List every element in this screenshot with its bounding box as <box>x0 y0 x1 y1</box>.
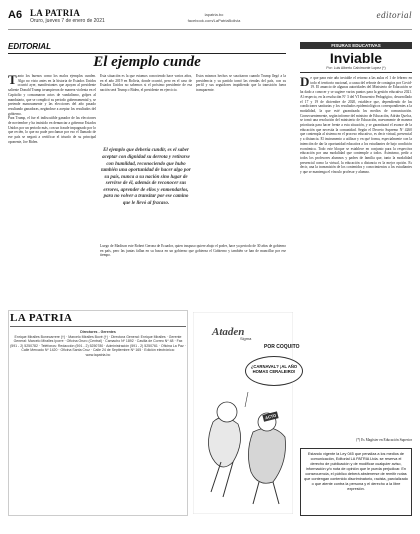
divider <box>10 326 186 327</box>
website-links <box>184 12 244 24</box>
opinion-body <box>300 76 412 436</box>
masthead-directory <box>10 330 186 510</box>
editorial-column-3 <box>196 74 286 242</box>
pull-quote-text: El ejemplo que debería cundir, es el saber aceptar con dignidad su derrota y retirarse con humildad, reconociendo que hubo también una oportunidad de hacer algo por su país, nunca a su nación sino lugar de servirse de él, además de reconocer sus errores, aprender de ellos y enmendarlos, para no volver a transitar por ese camino que le llevó al fracaso. <box>101 148 191 207</box>
opinion-footnote: (*) Es Magíster en Educación Superior <box>356 438 412 442</box>
speech-bubble-text: ¿CARNAVAL? ¡AL AÑO HOMAS CERALEIRO! <box>250 364 298 374</box>
opinion-section-label: FISURAS EDUCATIVAS <box>300 42 412 49</box>
paper-name: LA PATRIA <box>30 8 81 18</box>
editorial-column-2 <box>100 74 192 114</box>
editorial-text: Esta situación es la que estamos conociendo hace varios años, en el año 2019 en Bolivia, donde ocurrió, pero en el caso de Estados Unidos no sabemos si el próximo presidente de esa nación será Trump o Biden, el presidente en ejercicio. <box>100 74 192 93</box>
section-name: editorial <box>376 10 412 20</box>
directory-text: Enrique Miralles Bonecarrere (†) · Marcelo Miralles Bové (†) · Directora General: Enrique Miralles · Gerente General: Marcelo Miralles Iporre · Oficina Oruro (Central) · Camacho Nº 1892 · Casilla de Correo Nº 48 · Fax (591 - 2) 5250782 · Teléfonos: Redacción (591 - 2) 5250780 · Administración (591 - 2) 5250761 · Oficina La Paz · Calle Mercado Nº 1420 · Oficina Santa Cruz · Calle 24 de Septiembre Nº 165 · Edición electrónica: www.lapatria.bo <box>10 334 186 357</box>
opinion-dropcap: D <box>300 76 310 89</box>
cartoon-brand: Sigma <box>240 336 252 341</box>
directory-label: Directores - Gerentes <box>80 330 116 334</box>
editorial-dropcap: T <box>8 74 17 87</box>
editorial-text: Para Trump, el fue el indiscutible ganador de las elecciones de noviembre y ha insistido en denunciar a gobernar Estados Unidos por un periodo más, con un fraude impugnado por lo que recién, lo que no pude proclamar por eso el llamado de ese país se negará a certificar el triunfo de su principal oponente, Joe Biden. <box>8 116 96 144</box>
website-link[interactable]: lapatria.bo <box>204 12 224 17</box>
opinion-title: Inviable <box>329 50 383 66</box>
issue-date: Oruro, jueves 7 de enero de 2021 <box>30 18 105 24</box>
cartoon-signature: Ataden <box>212 326 245 338</box>
editorial-text: Estos mismos hechos se suscitaron cuando Trump llegó a la presidencia y su partido tomó las riendas del país, con su perfil y sus seguidores impidiendo que la transición fuera transparente. <box>196 74 286 93</box>
editorial-column-bottom <box>100 244 286 304</box>
page-header <box>8 8 412 30</box>
opinion-byline: Por: Luis Alberto Calvimonte Lopez (*) <box>300 66 412 73</box>
masthead-title: LA PATRIA <box>10 312 73 324</box>
cartoon-illustration <box>193 312 293 514</box>
cartoon-tag: ACTO <box>262 411 279 421</box>
editorial-label: EDITORIAL <box>8 42 286 54</box>
opinion-text: e que para este año inviable el retorno a las aulas el 1 de febrero en todo el territorio nacional, a causa del rebrote de contagios por Covid-19. El anuncio de algunas autoridades del Ministerio de Educación se ha dado a conocer y se sugiere varios puntos para la gestión educativa 2021. Al respecto, en la resolución Nº 3 del VI Encuentro Pedagógico, desarrollado el 17 y 19 de diciembre de 2020, establece que, dependiendo de las condiciones sanitarias y los resultados epidemiológicos correspondientes a la modalidad, la que esté garantizada los medios de comunicación. Consecuentemente, según informe del ministro de Educación, Adrián Quelca, se tomó una resolución del ministerio de Educación, nuevamente de manera prioritaria para hacer frente a esta situación, y se garantizará el avance de la educación que necesita la comunidad. Según el Decreto Supremo Nº 4260 que contempla al sistema en el proceso educativo, es decir virtual, presencial y a distancia. El instrumento a utilizar y en qué forma, especialmente con la intención de dar la oportunidad educativa a los estudiantes de bajo condición económica. Todo este bloque se establece en conjunto para la respectiva educación por una modalidad que contemple a todos. Asimismo, pedir a todos los profesores alumnos y padres de familia que, tanto la modalidad presencial como la virtual, la educación a distancia es la mejor opción. Es decir, una la transmisión de los contenidos y conocimientos a los estudiantes y que se mantenga el vínculo profesor y alumno. <box>300 76 412 175</box>
facebook-link[interactable]: facebook.com/LaPatriaBolivia <box>187 18 241 23</box>
editorial-pull-quote <box>100 115 192 241</box>
cartoon-credit: POR COQUITO <box>264 344 300 350</box>
legal-notice <box>300 448 412 516</box>
character-head <box>217 402 237 422</box>
editorial-column-1 <box>8 74 96 304</box>
speech-bubble <box>245 356 303 386</box>
editorial-title: El ejemplo cunde <box>93 54 201 70</box>
editorial-text: Luego de Madison este Robert Gerona de Ecuador, quien traspuso quiere abajo el poder, hace ya periodo de 30 años de gobierno en país, pero las juntas fallan en su busca en un gobierno que gobierna el Gobierno y también se han de mancillar por ese tiempo. <box>100 244 286 258</box>
page-number: A6 <box>8 9 23 21</box>
legal-notice-text: Estando vigente la Ley 045 que penaliza a los medios de comunicación, Editorial LA PATRIA Ltda. se reserva el derecho de publicación y de modificar cualquier aviso, información y/o nota de opinión que le pueda perjudicar. En consecuencia, el público deberá abstenerse de remitir notas que contengan contenido discriminatorio, racista, parcializado o que atente contra la persona y el derecho a la libre expresión. <box>304 452 408 491</box>
editorial-text: anto los buenos como los malos ejemplos cunden. Algo no visto antes en la historia de Estados Unidos ocurrió ayer, manifestantes que apoyan al presidente saliente Donald Trump irrumpieron de manera violenta en el Capitolio y consumaron actos de vandalismo, golpes al mandatario, que se complicó su periodo gubernamental y, se pretende manosamente y las elecciones del año pasado resultando ganadoras, negándose a aceptar los resultados del gobierno. <box>8 74 96 116</box>
